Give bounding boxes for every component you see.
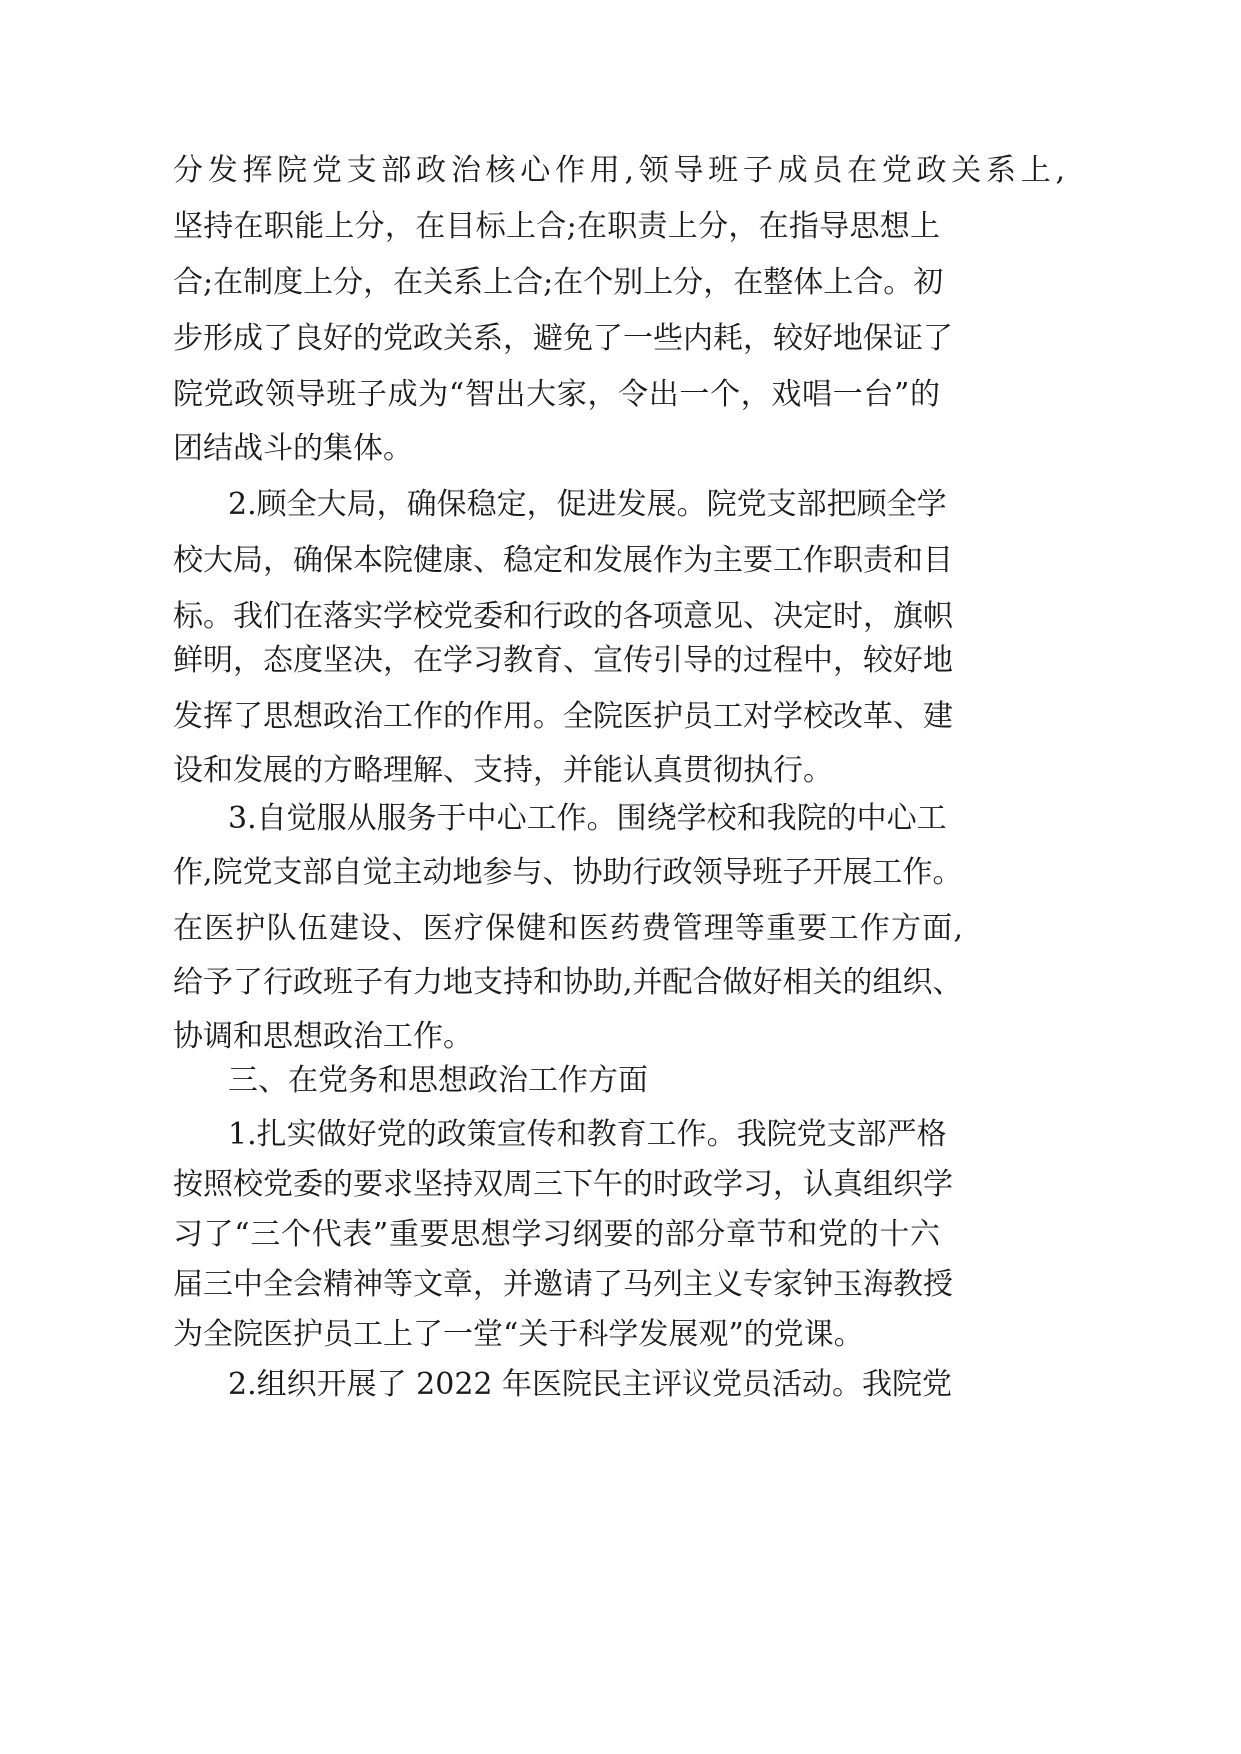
text-line: 设和发展的方略理解、支持，并能认真贯彻执行。 <box>173 753 833 788</box>
text-line: 作,院党支部自觉主动地参与、协助行政领导班子开展工作。 <box>173 855 963 890</box>
text-line: 3.自觉服从服务于中心工作。围绕学校和我院的中心工 <box>228 801 947 836</box>
text-line: 2.组织开展了 2022 年医院民主评议党员活动。我院党 <box>228 1367 953 1402</box>
text-line: 标。我们在落实学校党委和行政的各项意见、决定时，旗帜 <box>173 599 953 634</box>
text-line: 分发挥院党支部政治核心作用,领导班子成员在党政关系上, <box>173 153 1065 188</box>
text-line: 院党政领导班子成为“智出大家，令出一个，戏唱一台”的 <box>173 377 940 412</box>
text-line: 习了“三个代表”重要思想学习纲要的部分章节和党的十六 <box>173 1217 940 1252</box>
text-line: 给予了行政班子有力地支持和协助,并配合做好相关的组织、 <box>173 965 963 1000</box>
text-line: 2.顾全大局，确保稳定，促进发展。院党支部把顾全学 <box>228 487 947 522</box>
text-line: 按照校党委的要求坚持双周三下午的时政学习，认真组织学 <box>173 1167 953 1202</box>
text-line: 届三中全会精神等文章，并邀请了马列主义专家钟玉海教授 <box>173 1267 953 1302</box>
text-line: 1.扎实做好党的政策宣传和教育工作。我院党支部严格 <box>228 1117 947 1152</box>
text-line: 协调和思想政治工作。 <box>173 1019 473 1054</box>
text-line: 校大局，确保本院健康、稳定和发展作为主要工作职责和目 <box>173 543 953 578</box>
text-line: 合;在制度上分，在关系上合;在个别上分，在整体上合。初 <box>173 265 944 300</box>
text-line: 为全院医护员工上了一堂“关于科学发展观”的党课。 <box>173 1317 864 1352</box>
text-line: 坚持在职能上分，在目标上合;在职责上分，在指导思想上 <box>173 209 940 244</box>
text-line: 在医护队伍建设、医疗保健和医药费管理等重要工作方面, <box>173 911 963 946</box>
section-heading: 三、在党务和思想政治工作方面 <box>228 1063 648 1098</box>
text-line: 鲜明，态度坚决，在学习教育、宣传引导的过程中，较好地 <box>173 643 953 678</box>
text-line: 团结战斗的集体。 <box>173 431 413 466</box>
text-line: 发挥了思想政治工作的作用。全院医护员工对学校改革、建 <box>173 699 953 734</box>
text-line: 步形成了良好的党政关系，避免了一些内耗，较好地保证了 <box>173 321 953 356</box>
